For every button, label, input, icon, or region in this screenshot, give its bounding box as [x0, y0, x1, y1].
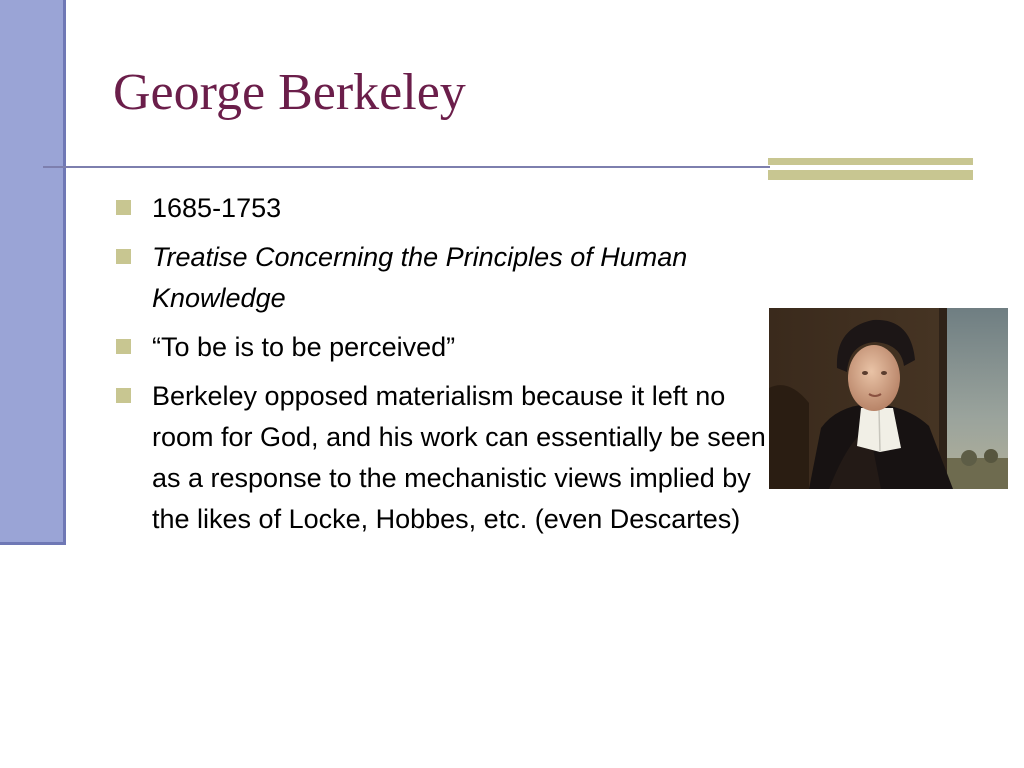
- berkeley-portrait-image: [769, 308, 1008, 489]
- title-divider-line: [43, 166, 770, 168]
- left-decor-bar: [0, 0, 66, 545]
- bullet-text: 1685-1753: [152, 193, 282, 223]
- bullet-text: Berkeley opposed materialism because it left no room for God, and his work can essentially be seen as a response to the mechanistic views implied by the likes of Locke, Hobbes, etc. (even Descartes): [152, 381, 766, 534]
- square-bullet-icon: [116, 339, 131, 354]
- square-bullet-icon: [116, 388, 131, 403]
- title-divider-accent: [768, 158, 973, 180]
- slide-title: George Berkeley: [113, 64, 466, 121]
- bullet-item: [115, 237, 770, 319]
- bullet-list: [115, 188, 770, 548]
- bullet-text: Treatise Concerning the Principles of Human Knowledge: [152, 242, 688, 313]
- bullet-text: “To be is to be perceived”: [152, 332, 456, 362]
- bullet-item: [115, 327, 770, 368]
- bullet-item: [115, 376, 770, 540]
- square-bullet-icon: [116, 200, 131, 215]
- bullet-item: [115, 188, 770, 229]
- square-bullet-icon: [116, 249, 131, 264]
